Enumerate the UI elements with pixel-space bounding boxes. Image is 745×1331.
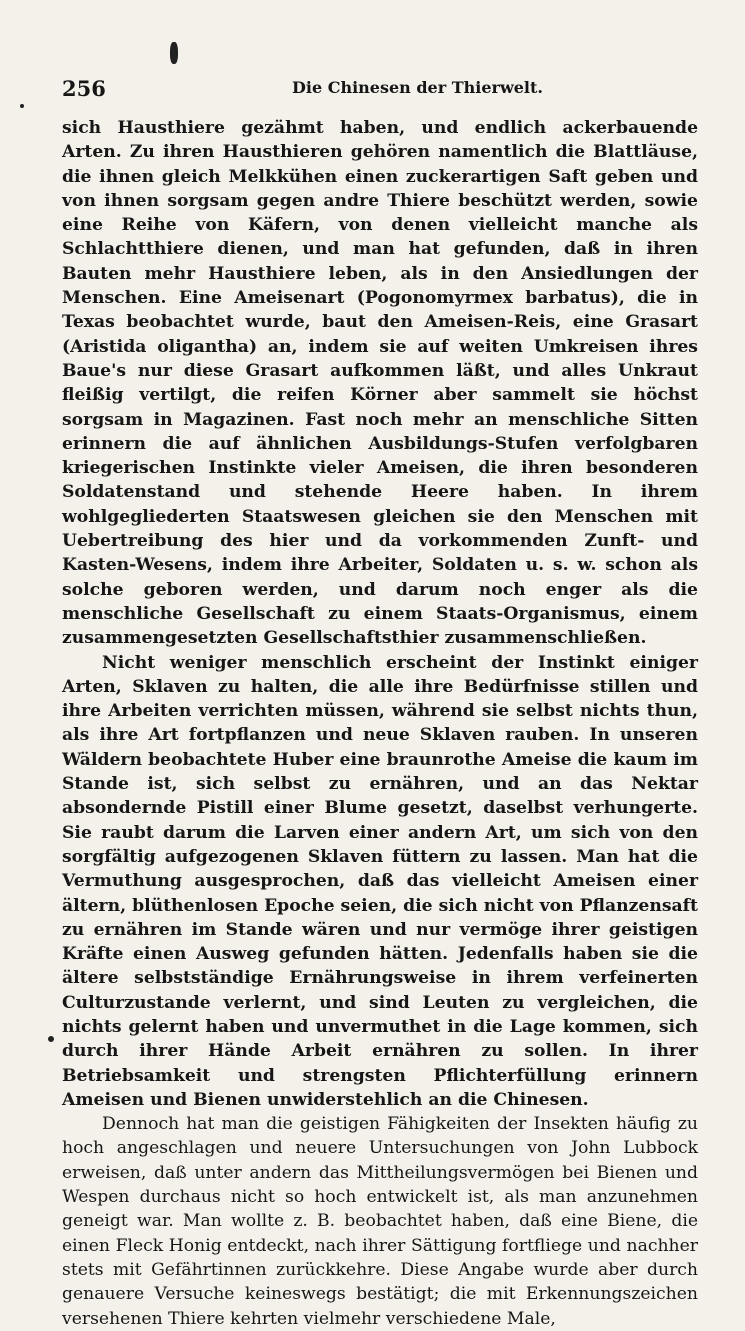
running-head: Die Chinesen der Thierwelt. [292, 78, 543, 97]
page-header [62, 70, 702, 100]
paragraph: sich Hausthiere gezähmt haben, und endlich ackerbauende Arten. Zu ihren Hausthieren gehören namentlich die Blattläuse, die ihnen gleich Melkkühen einen zuckerartigen Saft geben und von ihnen sorgsam gegen andre Thiere beschützt werden, sowie eine Reihe von Käfern, von denen vielleicht manche als Schlachtthiere dienen, und man hat gefunden, daß in ihren Bauten mehr Hausthiere leben, als in den Ansiedlungen der Menschen. Eine Ameisenart (Pogonomyrmex barbatus), die in Texas beobachtet wurde, baut den Ameisen-Reis, eine Grasart (Aristida oligantha) an, indem sie auf weiten Umkreisen ihres Baue's nur diese Grasart aufkommen läßt, und alles Unkraut fleißig vertilgt, die reifen Körner aber sammelt sie höchst sorgsam in Magazinen. Fast noch mehr an menschliche Sitten erinnern die auf ähnlichen Ausbildungs-Stufen verfolgbaren kriegerischen Instinkte vieler Ameisen, die ihren besonderen Soldatenstand und stehende Heere haben. In ihrem wohlgegliederten Staatswesen gleichen sie den Menschen mit Uebertreibung des hier und da vorkommenden Zunft- und Kasten-Wesens, indem ihre Arbeiter, Soldaten u. s. w. schon als solche geboren werden, und darum noch enger als die menschliche Gesellschaft zu einem Staats-Organismus, einem zusammengesetzten Gesellschaftsthier zusammenschließen. [62, 118, 698, 649]
page-number: 256 [62, 76, 106, 101]
ink-speck [48, 1036, 54, 1042]
ink-speck [170, 42, 178, 64]
body-text [62, 116, 698, 1331]
paragraph: Dennoch hat man die geistigen Fähigkeiten der Insekten häufig zu hoch angeschlagen und neuere Untersuchungen von John Lubbock erweisen, daß unter andern das Mittheilungsvermögen bei Bienen und Wespen durchaus nicht so hoch entwickelt ist, als man anzunehmen geneigt war. Man wollte z. B. beobachtet haben, daß eine Biene, die einen Fleck Honig entdeckt, nach ihrer Sättigung fortfliege und nachher stets mit Gefährtinnen zurückkehre. Diese Angabe wurde aber durch genauere Versuche keineswegs bestätigt; die mit Erkennungszeichen versehenen Thiere kehrten vielmehr verschiedene Male, [62, 1114, 698, 1329]
paragraph: Nicht weniger menschlich erscheint der Instinkt einiger Arten, Sklaven zu halten, die alle ihre Bedürfnisse stillen und ihre Arbeiten verrichten müssen, während sie selbst nichts thun, als ihre Art fortpflanzen und neue Sklaven rauben. In unseren Wäldern beobachtete Huber eine braunrothe Ameise die kaum im Stande ist, sich selbst zu ernähren, und an das Nektar absondernde Pistill einer Blume gesetzt, daselbst verhungerte. Sie raubt darum die Larven einer andern Art, um sich von den sorgfältig aufgezogenen Sklaven füttern zu lassen. Man hat die Vermuthung ausgesprochen, daß das vielleicht Ameisen einer ältern, blüthenlosen Epoche seien, die sich nicht von Pflanzensaft zu ernähren im Stande wären und nur vermöge ihrer geistigen Kräfte einen Ausweg gefunden hätten. Jedenfalls haben sie die ältere selbstständige Ernährungsweise in ihrem verfeinerten Culturzustande verlernt, und sind Leuten zu vergleichen, die nichts gelernt haben und unvermuthet in die Lage kommen, sich durch ihrer Hände Arbeit ernähren zu sollen. In ihrer Betriebsamkeit und strengsten Pflichterfüllung erinnern Ameisen und Bienen unwiderstehlich an die Chinesen. [62, 652, 698, 1110]
ink-speck [20, 104, 24, 108]
